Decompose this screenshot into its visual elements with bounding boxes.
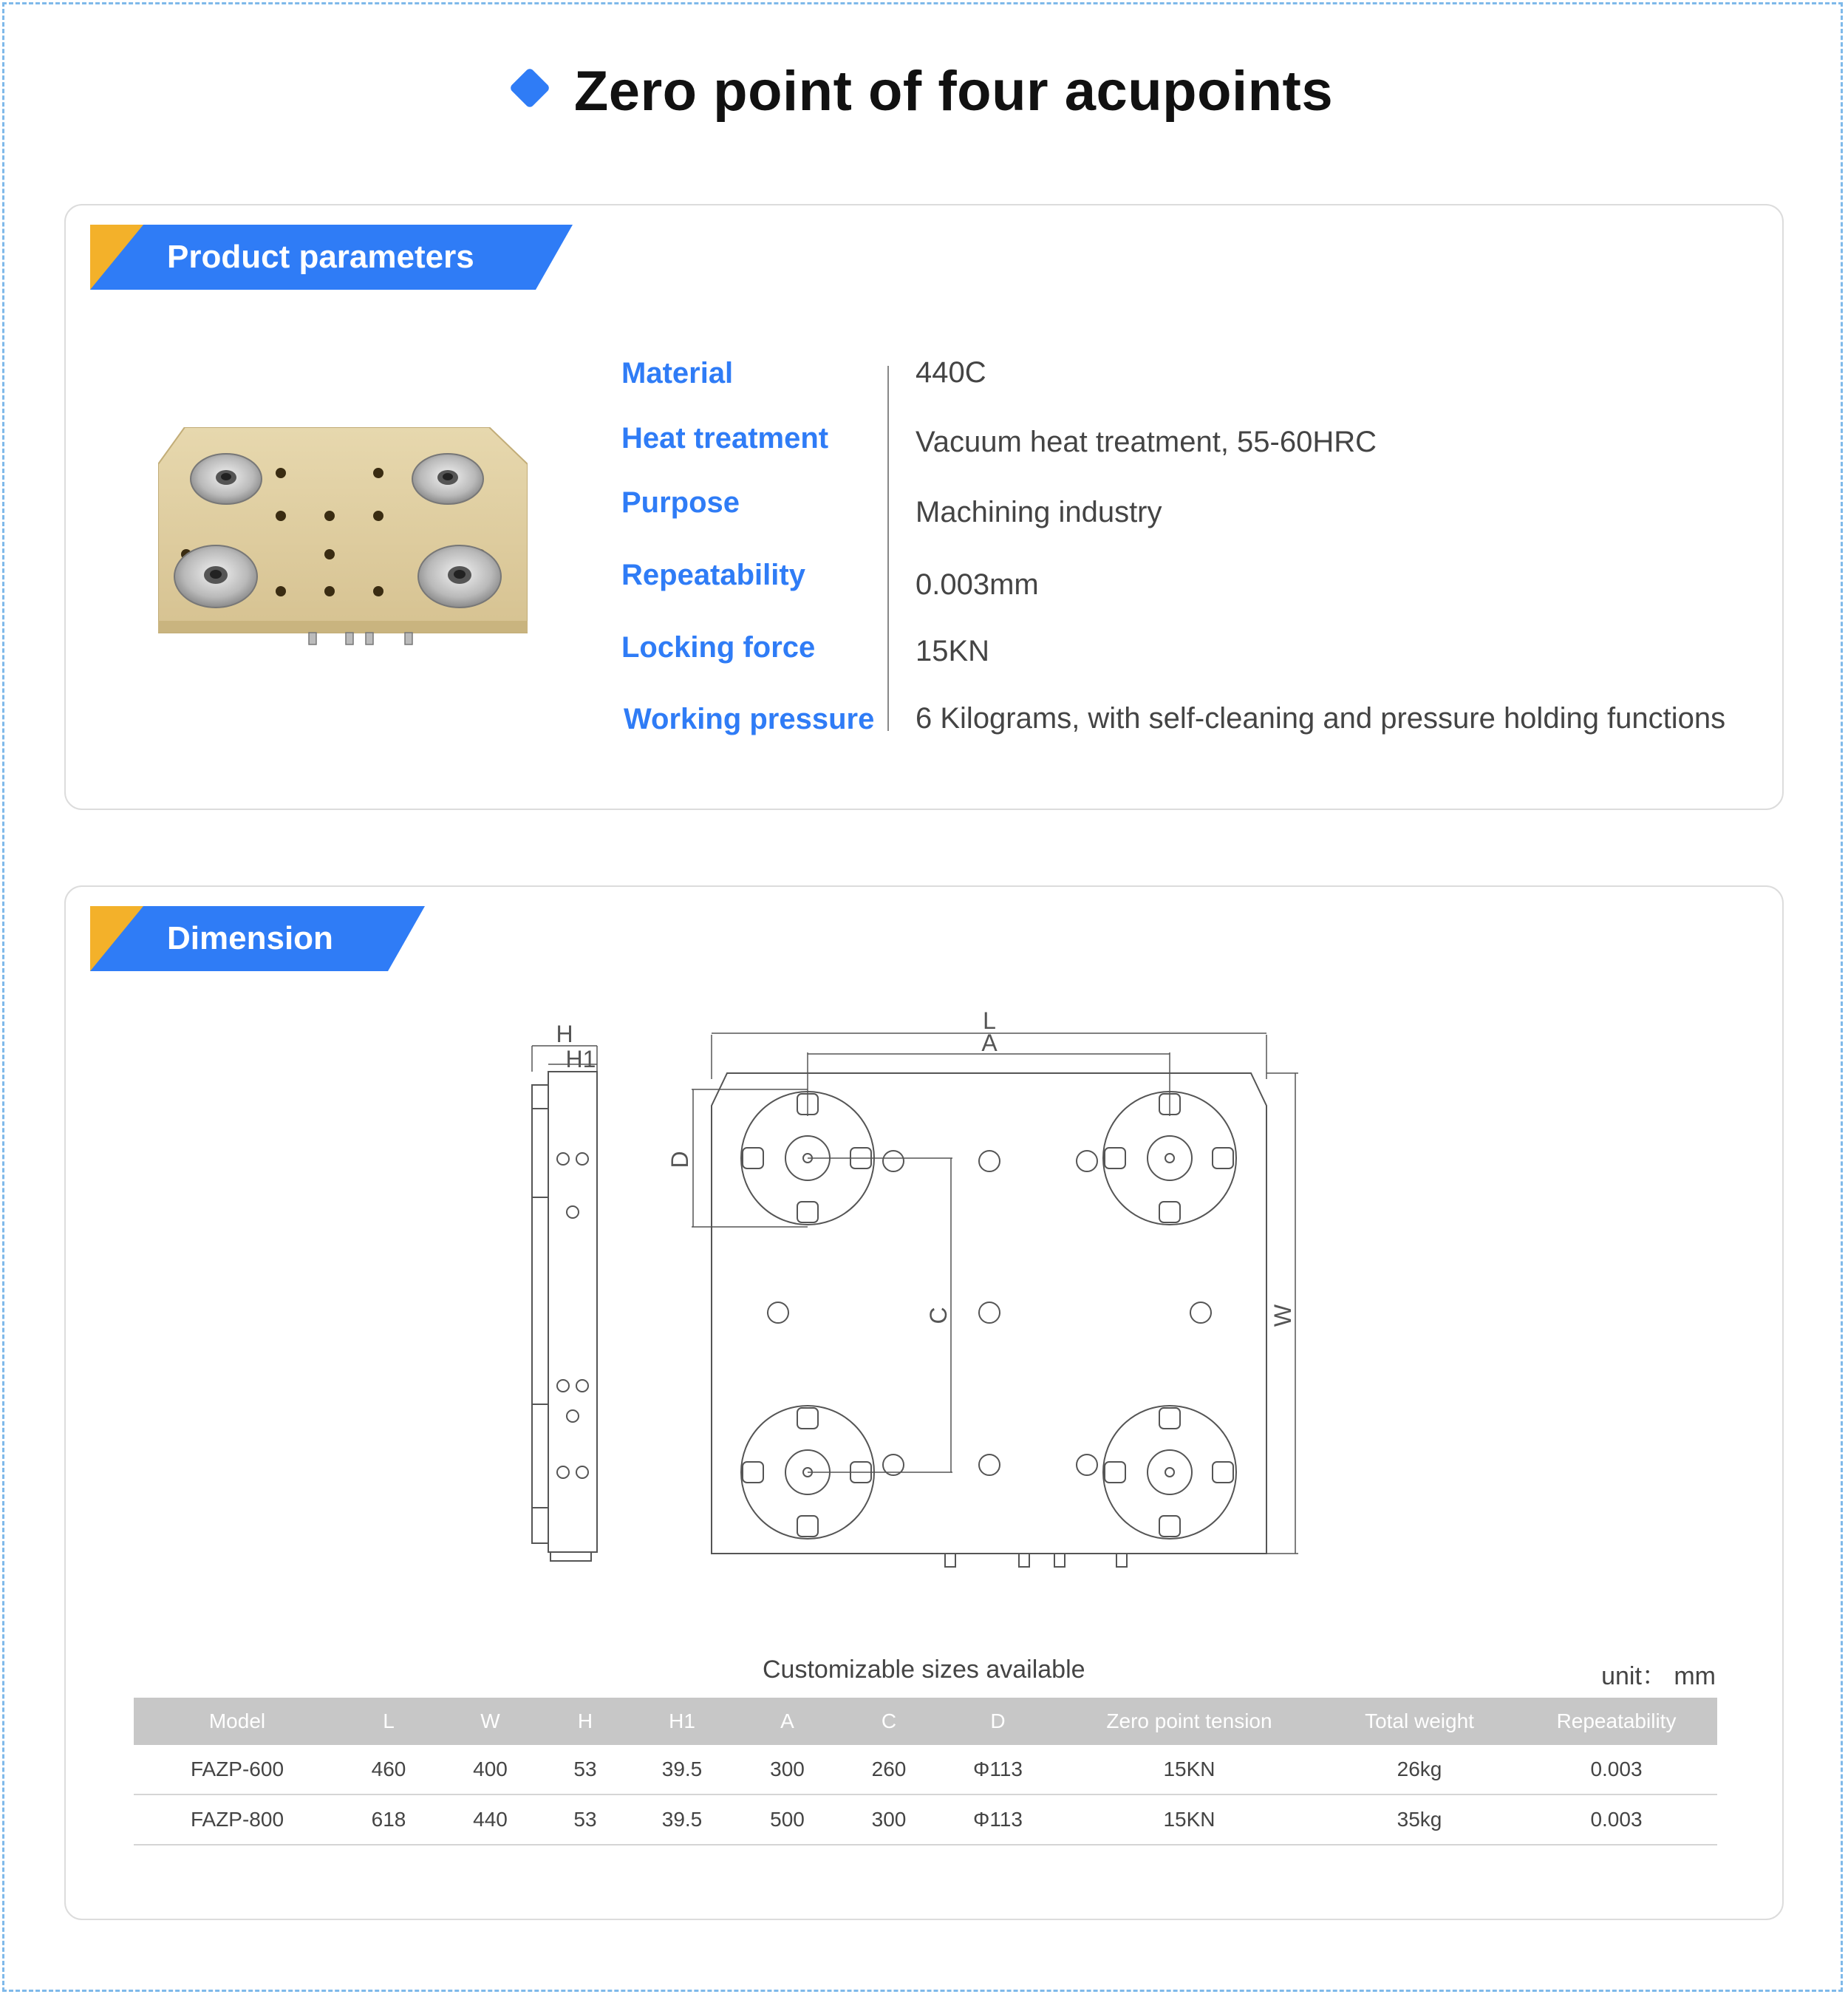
cell-w: 440 xyxy=(437,1794,544,1845)
cell-tension: 15KN xyxy=(1055,1794,1323,1845)
col-header: Repeatability xyxy=(1515,1698,1717,1745)
param-value: Vacuum heat treatment, 55-60HRC xyxy=(916,426,1377,458)
param-value: 6 Kilograms, with self-cleaning and pressure holding functions xyxy=(916,702,1726,735)
spec-table-header-row xyxy=(134,1698,1717,1745)
cell-c: 260 xyxy=(837,1745,941,1794)
diamond-bullet-icon xyxy=(509,67,551,109)
table-row xyxy=(134,1794,1717,1845)
product-image xyxy=(158,427,528,656)
params-divider xyxy=(887,366,889,731)
cell-l: 618 xyxy=(341,1794,437,1845)
param-value: 0.003mm xyxy=(916,568,1039,601)
cell-repeatability: 0.003 xyxy=(1515,1745,1717,1794)
product-parameters-title: Product parameters xyxy=(167,239,474,275)
table-row xyxy=(134,1745,1717,1794)
dim-label-h: H xyxy=(556,1021,573,1047)
param-label: Purpose xyxy=(621,486,740,519)
dimension-drawing xyxy=(66,887,1785,1626)
cell-l: 460 xyxy=(341,1745,437,1794)
chuck-top-left-icon xyxy=(191,454,262,504)
cell-h: 53 xyxy=(544,1745,627,1794)
cell-c: 300 xyxy=(837,1794,941,1845)
cell-h1: 39.5 xyxy=(627,1745,737,1794)
dim-label-l: L xyxy=(983,1007,996,1034)
cell-w: 400 xyxy=(437,1745,544,1794)
cell-h1: 39.5 xyxy=(627,1794,737,1845)
col-header: Model xyxy=(134,1698,341,1745)
cell-a: 500 xyxy=(737,1794,837,1845)
param-value: Machining industry xyxy=(916,496,1162,528)
col-header: L xyxy=(341,1698,437,1745)
dimension-card xyxy=(64,885,1784,1920)
page-title-text: Zero point of four acupoints xyxy=(573,60,1334,123)
side-view-body xyxy=(548,1072,597,1552)
col-header: D xyxy=(941,1698,1055,1745)
col-header: H xyxy=(544,1698,627,1745)
product-parameters-card xyxy=(64,204,1784,810)
dim-label-c: C xyxy=(925,1307,952,1324)
chuck-top-right-icon xyxy=(412,454,483,504)
chuck-bottom-right-icon xyxy=(418,545,501,608)
product-parameters-tab xyxy=(90,225,573,290)
cell-weight: 26kg xyxy=(1323,1745,1515,1794)
dim-label-w: W xyxy=(1269,1304,1296,1327)
side-view-flange xyxy=(532,1085,548,1543)
dimension-title: Dimension xyxy=(167,920,333,956)
cell-model: FAZP-600 xyxy=(134,1745,341,1794)
col-header: C xyxy=(837,1698,941,1745)
col-header: H1 xyxy=(627,1698,737,1745)
cell-tension: 15KN xyxy=(1055,1745,1323,1794)
cell-repeatability: 0.003 xyxy=(1515,1794,1717,1845)
param-label: Locking force xyxy=(621,631,816,664)
front-view-plate xyxy=(712,1073,1266,1554)
col-header: W xyxy=(437,1698,544,1745)
param-label: Working pressure xyxy=(624,703,875,735)
col-header: A xyxy=(737,1698,837,1745)
customizable-caption: Customizable sizes available xyxy=(763,1656,1085,1684)
unit-label: unit： mm xyxy=(1601,1662,1716,1690)
dim-label-a: A xyxy=(981,1030,998,1056)
param-label: Heat treatment xyxy=(621,422,829,455)
dim-label-d: D xyxy=(666,1151,693,1168)
spec-table xyxy=(134,1698,1717,1845)
param-value: 440C xyxy=(916,356,986,389)
cell-d: Φ113 xyxy=(941,1745,1055,1794)
cell-a: 300 xyxy=(737,1745,837,1794)
param-label: Material xyxy=(621,357,734,389)
drawing-chuck-br-icon xyxy=(1103,1406,1236,1539)
param-label: Repeatability xyxy=(621,559,805,591)
dim-label-h1: H1 xyxy=(565,1046,596,1072)
col-header: Zero point tension xyxy=(1055,1698,1323,1745)
chuck-bottom-left-icon xyxy=(174,545,257,608)
page-title xyxy=(0,59,1848,123)
cell-model: FAZP-800 xyxy=(134,1794,341,1845)
cell-h: 53 xyxy=(544,1794,627,1845)
param-value: 15KN xyxy=(916,635,990,667)
col-header: Total weight xyxy=(1323,1698,1515,1745)
cell-d: Φ113 xyxy=(941,1794,1055,1845)
cell-weight: 35kg xyxy=(1323,1794,1515,1845)
